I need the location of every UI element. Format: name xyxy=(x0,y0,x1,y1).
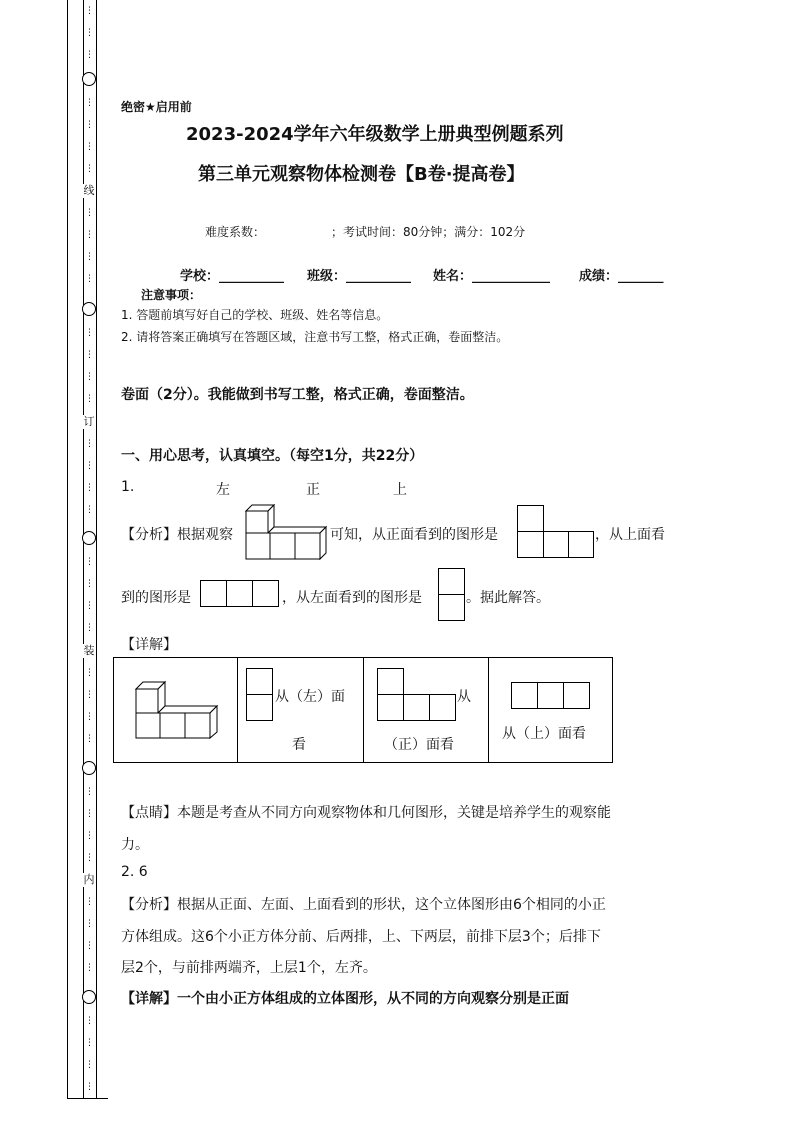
binding-dots: ⋮ ⋮ ⋮ ⋮ xyxy=(85,98,94,174)
q2-number: 2. 6 xyxy=(121,864,148,880)
left-view-label: 从（左）面 xyxy=(275,689,345,705)
q1-analysis-text: ，从左面看到的图形是 xyxy=(282,590,422,606)
section-heading: 一、用心思考，认真填空。（每空1分，共22分） xyxy=(121,448,424,464)
top-view-label: 从（上）面看 xyxy=(502,726,586,742)
views-table xyxy=(113,657,613,763)
q1-analysis-text: ，从上面看 xyxy=(595,527,665,543)
binding-circle xyxy=(82,761,96,775)
exam-title: 2023-2024学年六年级数学上册典型例题系列 xyxy=(186,124,564,145)
binding-circle xyxy=(82,531,96,545)
binding-dots: ⋮ ⋮ ⋮ ⋮ xyxy=(85,557,94,633)
binding-dots: ⋮ ⋮ ⋮ ⋮ xyxy=(85,439,94,515)
q1-analysis-text: 【分析】根据观察 xyxy=(121,527,233,543)
exam-subtitle: 第三单元观察物体检测卷【B卷·提高卷】 xyxy=(198,164,525,185)
q1-analysis-text: 。据此解答。 xyxy=(466,590,550,606)
neatness-line: 卷面（2分）。我能做到书写工整，格式正确，卷面整洁。 xyxy=(121,387,474,403)
binding-label-zhuang: 装 xyxy=(83,644,95,657)
exam-meta: 难度系数： ；考试时间：80分钟；满分：102分 xyxy=(205,225,526,239)
binding-dots: ⋮ ⋮ ⋮ ⋮ xyxy=(85,1016,94,1092)
binding-label-ding: 订 xyxy=(83,415,95,428)
binding-dots: ⋮ ⋮ ⋮ ⋮ xyxy=(85,328,94,404)
top-view-icon xyxy=(511,682,591,710)
notes-heading: 注意事项： xyxy=(141,288,202,302)
front-view-icon xyxy=(377,668,457,722)
binding-label-nei: 内 xyxy=(83,873,95,886)
binding-dots: ⋮ ⋮ ⋮ ⋮ xyxy=(85,668,94,744)
q1-tip: 【点睛】本题是考查从不同方向观察物体和几何图形，关键是培养学生的观察能 xyxy=(121,805,611,821)
binding-dots: ⋮ ⋮ ⋮ ⋮ xyxy=(85,787,94,863)
left-view-label: 看 xyxy=(292,737,306,753)
class-field[interactable]: 班级：__________ xyxy=(307,269,412,284)
front-view-label: 从 xyxy=(457,689,471,705)
school-field[interactable]: 学校：__________ xyxy=(180,269,285,284)
q1-analysis-text: 可知，从正面看到的图形是 xyxy=(330,527,498,543)
q1-tip: 力。 xyxy=(121,837,149,853)
q1-number: 1. xyxy=(121,479,135,495)
binding-circle xyxy=(82,990,96,1004)
solid-figure-icon xyxy=(134,680,220,740)
q2-analysis: 层2个，与前排两端齐，上层1个，左齐。 xyxy=(121,960,377,976)
name-field[interactable]: 姓名：____________ xyxy=(433,269,551,284)
left-view-icon xyxy=(438,568,466,622)
q2-analysis: 【分析】根据从正面、左面、上面看到的形状，这个立体图形由6个相同的小正 xyxy=(121,897,606,913)
binding-circle xyxy=(82,72,96,86)
q1-answer-top: 上 xyxy=(393,482,407,498)
notes-item: 2. 请将答案正确填写在答题区域，注意书写工整，格式正确，卷面整洁。 xyxy=(121,330,509,344)
left-view-icon xyxy=(246,668,274,722)
binding-label-xian: 线 xyxy=(83,184,95,197)
q2-detail: 【详解】一个由小正方体组成的立体图形，从不同的方向观察分别是正面 xyxy=(121,991,569,1007)
top-view-icon xyxy=(200,580,280,608)
binding-dots: ⋮ ⋮ ⋮ xyxy=(85,6,94,60)
q1-detail-label: 【详解】 xyxy=(121,637,177,653)
binding-dots: ⋮ ⋮ ⋮ ⋮ xyxy=(85,897,94,973)
confidential-mark: 绝密★启用前 xyxy=(121,100,192,114)
notes-item: 1. 答题前填写好自己的学校、班级、姓名等信息。 xyxy=(121,308,389,322)
front-view-icon xyxy=(517,505,595,559)
solid-figure-icon xyxy=(244,503,330,561)
q1-analysis-text: 到的图形是 xyxy=(121,590,191,606)
q1-answer-left: 左 xyxy=(216,482,230,498)
front-view-label: （正）面看 xyxy=(384,737,454,753)
score-field[interactable]: 成绩：_______ xyxy=(579,269,664,284)
q1-answer-front: 正 xyxy=(306,482,320,498)
binding-dots: ⋮ ⋮ ⋮ ⋮ xyxy=(85,208,94,284)
q2-analysis: 方体组成。这6个小正方体分前、后两排，上、下两层，前排下层3个；后排下 xyxy=(121,929,601,945)
binding-circle xyxy=(82,302,96,316)
